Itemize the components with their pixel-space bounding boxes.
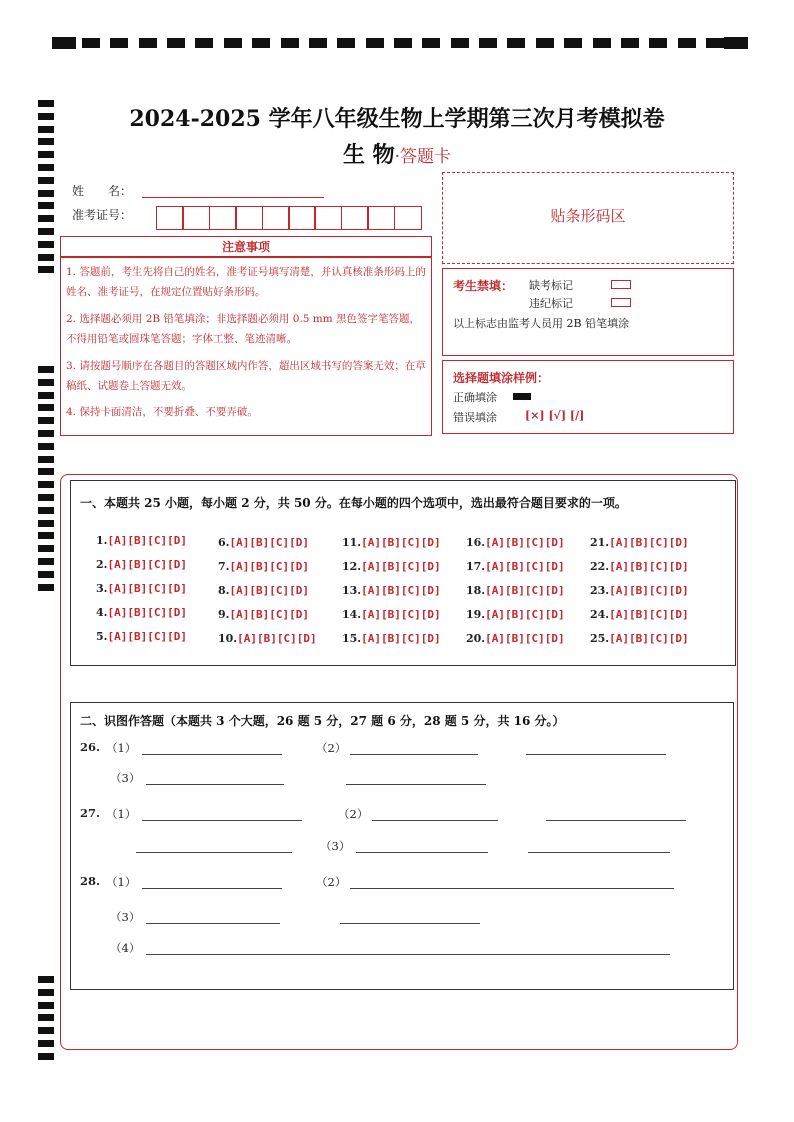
section-choice-title: 一、本题共 25 小题，每小题 2 分，共 50 分。在每小题的四个选项中，选出最符合题目要求的一项。 <box>80 496 627 510</box>
q27-part2b-line[interactable] <box>546 820 686 821</box>
side-timing-mark <box>38 266 54 273</box>
wrong-label: 错误填涂 <box>453 411 497 424</box>
choice-question[interactable] <box>466 608 565 621</box>
side-timing-mark <box>38 417 54 424</box>
forbid-note: 以上标志由监考人员用 2B 铅笔填涂 <box>453 317 630 330</box>
choice-options[interactable]: [A][B][C][D] <box>229 584 309 597</box>
timing-mark <box>252 38 270 48</box>
choice-question[interactable] <box>466 536 565 549</box>
side-timing-mark <box>38 558 54 565</box>
subject-name: 生 物 <box>342 142 395 168</box>
side-timing-mark <box>38 254 54 261</box>
exam-no-digit-box[interactable] <box>182 206 210 230</box>
q28-part3-label: （3） <box>110 910 141 924</box>
side-timing-mark <box>38 976 54 983</box>
choice-number: 2. <box>96 558 108 571</box>
side-timing-mark <box>38 584 54 591</box>
side-timing-mark <box>38 392 54 399</box>
choice-options[interactable]: [A][B][C][D] <box>485 632 565 645</box>
choice-question[interactable] <box>590 608 689 621</box>
side-timing-mark <box>38 1040 54 1047</box>
side-timing-mark <box>38 456 54 463</box>
forbid-title: 考生禁填： <box>453 279 514 293</box>
exam-no-digit-box[interactable] <box>394 206 422 230</box>
choice-options[interactable]: [A][B][C][D] <box>609 584 689 597</box>
q26-part3-line[interactable] <box>146 784 284 785</box>
wrong-marks: [×] [√] [/] <box>525 409 585 422</box>
exam-no-digit-box[interactable] <box>235 206 263 230</box>
timing-mark <box>678 38 696 48</box>
choice-number: 6. <box>218 536 230 549</box>
notice-item-4: 4. 保持卡面清洁，不要折叠、不要弄破。 <box>66 406 258 418</box>
choice-question[interactable] <box>96 582 187 595</box>
choice-options[interactable]: [A][B][C][D] <box>107 630 187 643</box>
q26-part2b-line[interactable] <box>526 754 666 755</box>
q27-part3b-line[interactable] <box>528 852 670 853</box>
side-timing-mark <box>38 481 54 488</box>
choice-question[interactable] <box>342 608 441 621</box>
choice-options[interactable]: [A][B][C][D] <box>229 536 309 549</box>
timing-mark <box>167 38 185 48</box>
choice-number: 15. <box>342 632 362 645</box>
choice-options[interactable]: [A][B][C][D] <box>361 560 441 573</box>
barcode-label: 贴条形码区 <box>550 207 626 225</box>
timing-mark <box>724 37 748 49</box>
timing-mark <box>394 38 412 48</box>
choice-question[interactable] <box>590 560 689 573</box>
card-label: ·答题卡 <box>394 147 452 167</box>
choice-options[interactable]: [A][B][C][D] <box>229 608 309 621</box>
exam-no-digit-box[interactable] <box>156 206 184 230</box>
name-label: 姓 名： <box>72 184 133 198</box>
choice-number: 5. <box>96 630 108 643</box>
choice-options[interactable]: [A][B][C][D] <box>107 582 187 595</box>
side-timing-mark <box>38 190 54 197</box>
choice-number: 19. <box>466 608 486 621</box>
choice-question[interactable] <box>342 632 441 645</box>
section-figure-title: 二、识图作答题（本题共 3 个大题，26 题 5 分，27 题 6 分，28 题 5 分，共 16 分。） <box>80 714 565 728</box>
correct-label: 正确填涂 <box>453 391 497 404</box>
timing-mark <box>52 37 76 49</box>
barcode-area <box>442 172 734 264</box>
timing-mark <box>309 38 327 48</box>
choice-question[interactable] <box>342 584 441 597</box>
side-timing-mark <box>38 228 54 235</box>
side-timing-mark <box>38 468 54 475</box>
timing-mark <box>281 38 299 48</box>
choice-question[interactable] <box>466 584 565 597</box>
choice-options[interactable]: [A][B][C][D] <box>485 560 565 573</box>
q27-part1-line[interactable] <box>142 820 302 821</box>
q27-part1b-line[interactable] <box>136 852 292 853</box>
subject-title <box>0 138 794 169</box>
notice-item-2: 2. 选择题必须用 2B 铅笔填涂；非选择题必须用 0.5 mm 黑色签字笔答题，不得用铅笔或圆珠笔答题；字体工整、笔迹清晰。 <box>66 313 421 345</box>
choice-question[interactable] <box>96 558 187 571</box>
notice-item-3: 3. 请按题号顺序在各题目的答题区域内作答，超出区域书写的答案无效；在草稿纸、试题卷上答题无效。 <box>66 360 426 392</box>
q28-number: 28. <box>80 874 101 888</box>
timing-mark <box>621 38 639 48</box>
choice-number: 21. <box>590 536 610 549</box>
q27-number: 27. <box>80 806 101 820</box>
q27-part1-label: （1） <box>106 807 137 821</box>
q28-part3b-line[interactable] <box>340 923 480 924</box>
choice-question[interactable] <box>590 632 689 645</box>
choice-options[interactable]: [A][B][C][D] <box>107 606 187 619</box>
timing-mark <box>110 38 128 48</box>
side-timing-mark <box>38 443 54 450</box>
exam-no-digit-box[interactable] <box>209 206 237 230</box>
choice-number: 12. <box>342 560 362 573</box>
q26-part2-line[interactable] <box>350 754 478 755</box>
q28-part1-label: （1） <box>106 875 137 889</box>
timing-mark <box>224 38 242 48</box>
choice-number: 23. <box>590 584 610 597</box>
choice-number: 3. <box>96 582 108 595</box>
side-timing-mark <box>38 532 54 539</box>
choice-options[interactable]: [A][B][C][D] <box>609 536 689 549</box>
choice-options[interactable]: [A][B][C][D] <box>609 608 689 621</box>
notice-item-1: 1. 答题前，考生先将自己的姓名，准考证号填写清楚，并认真核准条形码上的姓名、准考证号，在规定位置贴好条形码。 <box>66 266 426 298</box>
side-timing-mark <box>38 1027 54 1034</box>
choice-options[interactable]: [A][B][C][D] <box>485 584 565 597</box>
choice-number: 9. <box>218 608 230 621</box>
side-timing-mark <box>38 545 54 552</box>
exam-no-digit-box[interactable] <box>262 206 290 230</box>
choice-question[interactable] <box>342 536 441 549</box>
q28-part2-label: （2） <box>316 875 347 889</box>
side-timing-mark <box>38 989 54 996</box>
absent-label: 缺考标记 <box>529 279 573 292</box>
side-timing-mark <box>38 494 54 501</box>
side-timing-mark <box>38 241 54 248</box>
timing-mark <box>507 38 525 48</box>
timing-mark <box>564 38 582 48</box>
side-timing-mark <box>38 215 54 222</box>
timing-mark <box>649 38 667 48</box>
choice-number: 25. <box>590 632 610 645</box>
side-timing-mark <box>38 430 54 437</box>
q28-part1-line[interactable] <box>142 888 282 889</box>
choice-options[interactable]: [A][B][C][D] <box>361 608 441 621</box>
choice-options[interactable]: [A][B][C][D] <box>237 632 317 645</box>
side-timing-mark <box>38 520 54 527</box>
choice-options[interactable]: [A][B][C][D] <box>485 536 565 549</box>
timing-mark <box>195 38 213 48</box>
choice-options[interactable]: [A][B][C][D] <box>361 632 441 645</box>
q28-part4-line[interactable] <box>146 954 670 955</box>
side-timing-mark <box>38 571 54 578</box>
timing-marks-top <box>52 38 748 50</box>
name-field[interactable] <box>142 197 324 198</box>
choice-options[interactable]: [A][B][C][D] <box>107 558 187 571</box>
choice-number: 1. <box>96 534 108 547</box>
choice-number: 4. <box>96 606 108 619</box>
correct-fill-mark <box>513 393 531 400</box>
choice-number: 18. <box>466 584 486 597</box>
side-timing-mark <box>38 507 54 514</box>
exam-no-label: 准考证号： <box>72 208 133 222</box>
choice-options[interactable]: [A][B][C][D] <box>361 584 441 597</box>
choice-question[interactable] <box>218 536 309 549</box>
exam-no-digit-box[interactable] <box>288 206 316 230</box>
choice-question[interactable] <box>218 632 317 645</box>
notice-title: 注意事项 <box>221 240 270 254</box>
side-timing-mark <box>38 202 54 209</box>
exam-no-digit-box[interactable] <box>367 206 395 230</box>
choice-options[interactable]: [A][B][C][D] <box>609 560 689 573</box>
choice-number: 10. <box>218 632 238 645</box>
choice-question[interactable] <box>96 606 187 619</box>
choice-options[interactable]: [A][B][C][D] <box>229 560 309 573</box>
q26-part2-label: （2） <box>316 741 347 755</box>
side-timing-mark <box>38 177 54 184</box>
side-timing-mark <box>38 379 54 386</box>
sample-box <box>442 360 734 434</box>
q28-part3-line[interactable] <box>146 923 280 924</box>
choice-options[interactable]: [A][B][C][D] <box>107 534 187 547</box>
choice-question[interactable] <box>342 560 441 573</box>
absent-mark-box[interactable] <box>611 280 631 289</box>
side-timing-mark <box>38 366 54 373</box>
side-timing-mark <box>38 1053 54 1060</box>
choice-question[interactable] <box>466 560 565 573</box>
choice-number: 17. <box>466 560 486 573</box>
choice-options[interactable]: [A][B][C][D] <box>609 632 689 645</box>
choice-number: 8. <box>218 584 230 597</box>
q27-part3-label: （3） <box>320 839 351 853</box>
choice-options[interactable]: [A][B][C][D] <box>361 536 441 549</box>
page-title: 2024-2025 学年八年级生物上学期第三次月考模拟卷 <box>129 106 665 132</box>
timing-mark <box>479 38 497 48</box>
side-timing-mark <box>38 1002 54 1009</box>
exam-no-digit-box[interactable] <box>341 206 369 230</box>
choice-question[interactable] <box>466 632 565 645</box>
timing-mark <box>706 38 724 48</box>
choice-question[interactable] <box>590 584 689 597</box>
timing-mark <box>451 38 469 48</box>
choice-options[interactable]: [A][B][C][D] <box>485 608 565 621</box>
q28-part4-label: （4） <box>110 941 141 955</box>
q28-part2-line[interactable] <box>350 888 674 889</box>
q27-part2-line[interactable] <box>372 820 498 821</box>
choice-number: 14. <box>342 608 362 621</box>
q26-part1-line[interactable] <box>142 754 282 755</box>
violate-mark-box[interactable] <box>611 298 631 307</box>
choice-number: 11. <box>342 536 362 549</box>
sample-title: 选择题填涂样例： <box>453 371 550 385</box>
section-figure <box>70 702 734 990</box>
choice-question[interactable] <box>218 608 309 621</box>
timing-mark <box>337 38 355 48</box>
q26-part3b-line[interactable] <box>346 784 486 785</box>
choice-number: 22. <box>590 560 610 573</box>
q27-part2-label: （2） <box>338 807 369 821</box>
choice-number: 7. <box>218 560 230 573</box>
side-timing-mark <box>38 1014 54 1021</box>
timing-mark <box>422 38 440 48</box>
choice-question[interactable] <box>96 534 187 547</box>
timing-mark <box>593 38 611 48</box>
choice-number: 20. <box>466 632 486 645</box>
forbid-box <box>442 268 734 356</box>
q27-part3-line[interactable] <box>356 852 488 853</box>
exam-no-digit-box[interactable] <box>314 206 342 230</box>
side-timing-mark <box>38 404 54 411</box>
choice-number: 16. <box>466 536 486 549</box>
violate-label: 违纪标记 <box>529 297 573 310</box>
choice-number: 24. <box>590 608 610 621</box>
timing-mark <box>82 38 100 48</box>
choice-question[interactable] <box>218 560 309 573</box>
choice-number: 13. <box>342 584 362 597</box>
choice-question[interactable] <box>218 584 309 597</box>
q26-number: 26. <box>80 740 101 754</box>
timing-mark <box>366 38 384 48</box>
choice-question[interactable] <box>590 536 689 549</box>
choice-question[interactable] <box>96 630 187 643</box>
timing-mark <box>536 38 554 48</box>
notice-title-box <box>60 236 432 258</box>
q26-part1-label: （1） <box>106 741 137 755</box>
q26-part3-label: （3） <box>110 771 141 785</box>
timing-mark <box>139 38 157 48</box>
